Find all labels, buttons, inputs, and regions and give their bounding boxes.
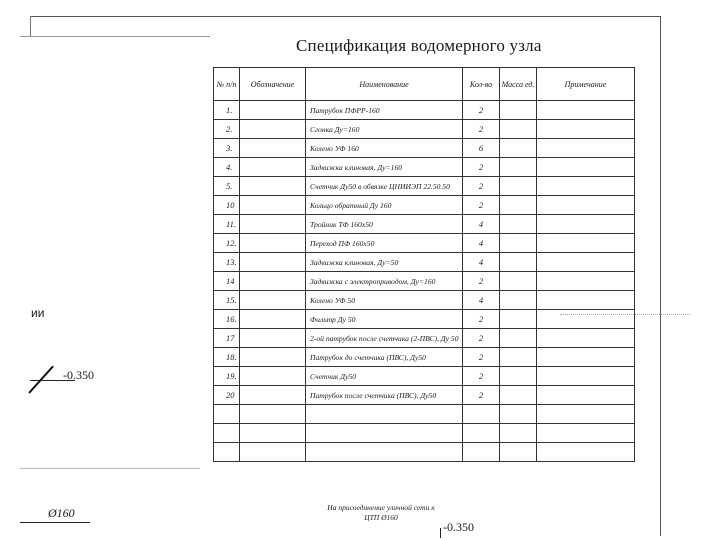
cell-qty: 2 [463,101,500,120]
table-row [214,253,635,272]
cell-mass [500,424,537,443]
table-body [214,101,635,462]
cell-mass [500,272,537,291]
cell-qty: 2 [463,177,500,196]
cell-mass [500,348,537,367]
cell-note [537,310,635,329]
cell-note [537,405,635,424]
frame-right-border [660,16,661,536]
cell-designation [240,443,306,462]
cell-name: Патрубок ПФРР-160 [306,101,463,120]
cell-qty: 2 [463,310,500,329]
cell-designation [240,291,306,310]
diameter-leader-line [20,522,90,523]
cell-note [537,348,635,367]
cell-num: 1. [214,101,240,120]
page-title: Спецификация водомерного узла [296,36,542,55]
cell-mass [500,443,537,462]
cell-name: Фильтр Ду 50 [306,310,463,329]
table-row [214,386,635,405]
cell-qty: 2 [463,386,500,405]
cell-note [537,196,635,215]
cell-num: 3. [214,139,240,158]
cell-name: Колено УФ 160 [306,139,463,158]
cell-name: Задвижка с электроприводом, Ду=160 [306,272,463,291]
cell-mass [500,139,537,158]
cell-qty: 2 [463,329,500,348]
header-note: Примечание [537,68,635,101]
table-row [214,424,635,443]
cell-num: 19. [214,367,240,386]
cell-name: Патрубок после счетчика (ПВС), Ду50 [306,386,463,405]
cell-designation [240,424,306,443]
cell-num: 4. [214,158,240,177]
header-qty: Кол-во [463,68,500,101]
cell-num: 10 [214,196,240,215]
cell-mass [500,234,537,253]
cell-qty: 4 [463,253,500,272]
drawing-dotted-line [560,314,690,315]
cell-designation [240,101,306,120]
table-row [214,348,635,367]
cell-mass [500,329,537,348]
table-row [214,405,635,424]
cell-name [306,424,463,443]
cell-num [214,424,240,443]
cell-qty: 2 [463,158,500,177]
header-designation: Обозначение [240,68,306,101]
cell-designation [240,405,306,424]
cell-mass [500,367,537,386]
header-num: № п/п [214,68,240,101]
cell-note [537,215,635,234]
cell-note [537,120,635,139]
cell-num: 11. [214,215,240,234]
cell-designation [240,253,306,272]
cell-mass [500,310,537,329]
cell-name: Сгонка Ду=160 [306,120,463,139]
connection-note: На присоединение уличной сети к ЦТП Ø160 [327,503,435,522]
frame-top-border [30,16,660,17]
cell-designation [240,139,306,158]
cell-designation [240,120,306,139]
cell-designation [240,215,306,234]
table-row [214,329,635,348]
cell-num: 12. [214,234,240,253]
table-row [214,367,635,386]
cell-designation [240,329,306,348]
cell-qty: 2 [463,367,500,386]
cell-qty [463,424,500,443]
diameter-label: Ø160 [48,506,75,520]
table-row [214,158,635,177]
table-header-row [214,68,635,101]
cell-num: 20 [214,386,240,405]
cell-qty: 2 [463,348,500,367]
cell-note [537,253,635,272]
table-row [214,310,635,329]
cell-note [537,139,635,158]
cell-name: Колено УФ 50 [306,291,463,310]
cell-name: Счетчик Ду50 в обвязке ЦНИИЭП 22.50.50 [306,177,463,196]
cell-note [537,177,635,196]
cell-num: 16. [214,310,240,329]
cell-qty: 4 [463,215,500,234]
cell-name: Задвижка клиновая, Ду=160 [306,158,463,177]
cell-note [537,158,635,177]
cell-mass [500,405,537,424]
cell-qty [463,405,500,424]
cell-mass [500,253,537,272]
cell-qty: 2 [463,196,500,215]
cell-name: Переход ПФ 160x50 [306,234,463,253]
table-row [214,196,635,215]
cell-note [537,272,635,291]
cell-name: Патрубок до счетчика (ПВС), Ду50 [306,348,463,367]
cell-note [537,424,635,443]
specification-table [213,67,635,462]
cell-designation [240,386,306,405]
cell-note [537,386,635,405]
cell-note [537,291,635,310]
cell-num: 17 [214,329,240,348]
cell-name: Счетчик Ду50 [306,367,463,386]
table-row [214,234,635,253]
table-row [214,139,635,158]
cell-num: 18. [214,348,240,367]
cell-num: 13. [214,253,240,272]
cell-designation [240,196,306,215]
cell-mass [500,101,537,120]
cell-qty: 4 [463,291,500,310]
cell-name: Тройник ТФ 160x50 [306,215,463,234]
cell-qty: 2 [463,272,500,291]
cell-name [306,405,463,424]
cell-name [306,443,463,462]
cell-num: 15. [214,291,240,310]
level-mark-tick [440,528,441,538]
drawing-line [20,468,200,469]
cell-mass [500,177,537,196]
frame-left-line [20,36,210,37]
cell-designation [240,310,306,329]
level-mark-right: -0.350 [443,520,474,534]
table-row [214,177,635,196]
table-row [214,215,635,234]
cell-name: 2-ой патрубок после счетчика (2-ПВС), Ду 50 [306,329,463,348]
cell-mass [500,158,537,177]
frame-left-border [30,16,31,36]
cell-designation [240,367,306,386]
cell-name: Кольцо обратный Ду 160 [306,196,463,215]
cell-num: 5. [214,177,240,196]
cell-qty [463,443,500,462]
cell-designation [240,272,306,291]
cell-note [537,234,635,253]
cell-designation [240,158,306,177]
cell-qty: 2 [463,120,500,139]
header-name: Наименование [306,68,463,101]
table-row [214,101,635,120]
table-row [214,272,635,291]
cell-mass [500,120,537,139]
cell-num: 14 [214,272,240,291]
cell-mass [500,215,537,234]
cell-qty: 4 [463,234,500,253]
header-mass: Масса ед. [500,68,537,101]
cell-note [537,101,635,120]
cell-note [537,443,635,462]
cell-num [214,405,240,424]
cell-mass [500,386,537,405]
cell-note [537,367,635,386]
cell-num [214,443,240,462]
cell-note [537,329,635,348]
level-mark-left: -0.350 [63,368,94,382]
table-row [214,443,635,462]
cell-mass [500,291,537,310]
cell-designation [240,234,306,253]
cell-name: Задвижка клиновая, Ду=50 [306,253,463,272]
table-row [214,291,635,310]
table-row [214,120,635,139]
cell-designation [240,348,306,367]
cell-mass [500,196,537,215]
cell-qty: 6 [463,139,500,158]
cell-num: 2. [214,120,240,139]
cell-designation [240,177,306,196]
side-text: ии [31,306,45,320]
